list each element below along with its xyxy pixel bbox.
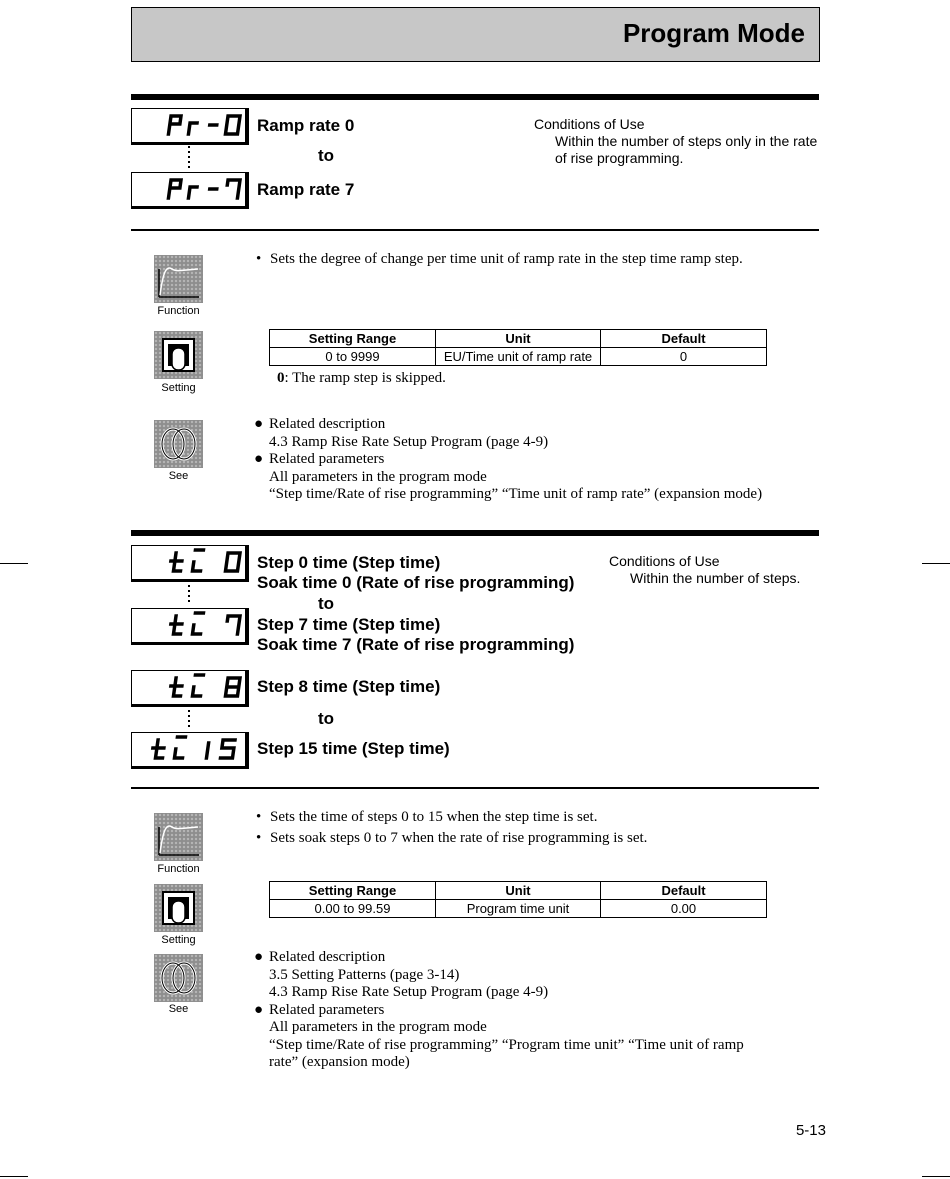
function-text: • Sets the time of steps 0 to 15 when the step time is set. • Sets soak steps 0 to 7 when the rate of rise programming is set. (256, 809, 648, 846)
table-row (270, 900, 767, 918)
param-label-step-8: Step 8 time (Step time) (257, 677, 441, 696)
t0-digits-icon (132, 546, 245, 579)
related-parameter-item: All parameters in the program mode (269, 1019, 487, 1035)
t7-digits-icon (132, 609, 245, 642)
setting-finger-icon (154, 331, 203, 379)
crop-mark (922, 563, 950, 564)
table-header: Setting Range (270, 882, 436, 900)
setting-finger-icon (154, 884, 203, 932)
setting-note: 0: The ramp step is skipped. (277, 370, 446, 386)
param-label-step-0: Step 0 time (Step time) (257, 553, 441, 572)
section-divider (131, 530, 819, 536)
section-divider (131, 787, 819, 789)
setting-icon (154, 331, 203, 379)
crop-mark (0, 1176, 28, 1177)
table-header-row (270, 330, 767, 348)
see-label: See (168, 1003, 189, 1015)
related-description-item: 4.3 Ramp Rise Rate Setup Program (page 4-9) (269, 984, 549, 1000)
param-label-ramp-rate-7: Ramp rate 7 (257, 180, 355, 199)
pr7-digits-icon (132, 173, 245, 206)
table-header: Setting Range (270, 330, 436, 348)
see-label: See (168, 470, 189, 482)
table-header-row (270, 882, 767, 900)
lcd-display-pr0 (131, 108, 249, 145)
table-header: Unit (436, 330, 601, 348)
lcd-display-t15 (131, 732, 249, 769)
param-label-step-7: Step 7 time (Step time) (257, 615, 441, 634)
section-divider (131, 229, 819, 231)
related-description-item: 3.5 Setting Patterns (page 3-14) (269, 966, 460, 983)
conditions-of-use (534, 116, 824, 167)
settings-table (269, 329, 767, 366)
see-rings-icon (154, 954, 203, 1002)
continuation-dots (188, 146, 190, 168)
function-graph-icon (154, 255, 203, 303)
conditions-text: Within the number of steps only in the rate (555, 133, 818, 149)
table-row (270, 348, 767, 366)
function-text: • Sets the degree of change per time unit of ramp rate in the step time ramp step. (256, 251, 743, 267)
to-label: to (318, 146, 335, 165)
related-section: ● Related description 4.3 Ramp Rise Rate Setup Program (page 4-9) ● Related parameters All parameters in the program mode “Step time/Rate of rise programming” “Time unit of ramp rate” (expansion mode) (254, 416, 824, 504)
crop-mark (922, 1176, 950, 1177)
to-label: to (318, 594, 335, 613)
related-parameter-item: “Step time/Rate of rise programming” “Program time unit” “Time unit of ramp (269, 1036, 744, 1053)
t15-digits-icon (132, 733, 245, 766)
settings-table (269, 881, 767, 918)
table-header: Unit (436, 882, 601, 900)
page-title: Program Mode (622, 18, 805, 48)
page-number: 5-13 (795, 1122, 826, 1139)
table-header: Default (601, 882, 767, 900)
setting-label: Setting (161, 934, 196, 946)
related-parameter-item: All parameters in the program mode (269, 468, 487, 485)
table-cell: 0 to 9999 (270, 348, 436, 366)
related-parameter-item: rate” (expansion mode) (269, 1054, 410, 1070)
to-label: to (318, 709, 335, 728)
lcd-display-t8 (131, 670, 249, 707)
param-label-ramp-rate-0: Ramp rate 0 (257, 116, 355, 135)
related-parameters-title: Related parameters (269, 451, 385, 467)
table-cell: EU/Time unit of ramp rate (436, 348, 601, 366)
setting-icon (154, 884, 203, 932)
param-label-soak-7: Soak time 7 (Rate of rise programming) (257, 635, 575, 654)
function-graph-icon (154, 813, 203, 861)
conditions-text: Within the number of steps. (630, 570, 801, 586)
related-description-item: 4.3 Ramp Rise Rate Setup Program (page 4-9) (269, 433, 549, 450)
pr0-digits-icon (132, 109, 245, 142)
table-cell: 0.00 to 99.59 (270, 900, 436, 918)
see-icon (154, 420, 203, 468)
t8-digits-icon (132, 671, 245, 704)
conditions-of-use (609, 553, 819, 587)
conditions-text: of rise programming. (555, 150, 684, 166)
lcd-display-t0 (131, 545, 249, 582)
see-rings-icon (154, 420, 203, 468)
related-parameter-item: “Step time/Rate of rise programming” “Time unit of ramp rate” (expansion mode) (269, 486, 763, 502)
param-label-step-15: Step 15 time (Step time) (257, 739, 450, 758)
page-header (131, 7, 820, 62)
related-section: ● Related description 3.5 Setting Patterns (page 3-14) 4.3 Ramp Rise Rate Setup Program (page 4-9) ● Related parameters All parameters in the program mode “Step time/Rate of rise programming” “Program time unit” “Time unit of ramp rate” (expansion mode) (254, 949, 824, 1072)
related-description-title: Related description (269, 416, 386, 432)
lcd-display-t7 (131, 608, 249, 645)
lcd-display-pr7 (131, 172, 249, 209)
table-cell: 0 (601, 348, 767, 366)
function-label: Function (157, 305, 200, 317)
related-parameters-title: Related parameters (269, 1001, 385, 1018)
table-cell: Program time unit (436, 900, 601, 918)
function-label: Function (157, 863, 200, 875)
setting-label: Setting (161, 382, 196, 394)
continuation-dots (188, 585, 190, 605)
section-divider (131, 94, 819, 100)
crop-mark (0, 563, 28, 564)
param-label-soak-0: Soak time 0 (Rate of rise programming) (257, 573, 575, 592)
conditions-title: Conditions of Use (609, 553, 720, 569)
table-header: Default (601, 330, 767, 348)
function-icon (154, 255, 203, 303)
function-icon (154, 813, 203, 861)
conditions-title: Conditions of Use (534, 116, 645, 132)
related-description-title: Related description (269, 949, 386, 965)
continuation-dots (188, 710, 190, 730)
table-cell: 0.00 (601, 900, 767, 918)
see-icon (154, 954, 203, 1002)
